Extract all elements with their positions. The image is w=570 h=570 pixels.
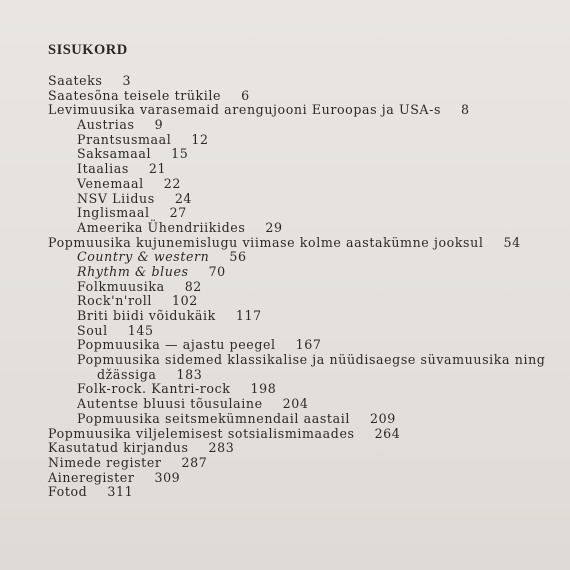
toc-entry-page: 15	[171, 146, 189, 162]
toc-entry-page: 27	[169, 205, 187, 221]
toc-entry-title: Ameerika Ühendriikides	[77, 219, 246, 235]
toc-entry-page: 70	[208, 263, 226, 279]
toc-entry-page: 167	[295, 337, 322, 353]
toc-entry	[0, 324, 570, 339]
toc-entry	[0, 103, 570, 118]
toc-entry-title: Levimuusika varasemaid arengujooni Euroopas ja USA-s	[48, 102, 442, 118]
toc-heading: SISUKORD	[48, 42, 128, 58]
toc-entry	[0, 353, 570, 368]
toc-entry-title: Aineregister	[48, 469, 135, 485]
toc-entry-page: 204	[282, 396, 309, 412]
toc-entry-title: Saksamaal	[77, 146, 152, 162]
toc-entry-page: 56	[229, 249, 247, 265]
toc-entry	[0, 133, 570, 148]
toc-entry	[0, 118, 570, 133]
toc-entry-page: 264	[374, 425, 401, 441]
toc-entry-page: 287	[181, 454, 208, 470]
toc-entry-title: džässiga	[97, 366, 157, 382]
toc-entry-title: Nimede register	[48, 454, 162, 470]
toc-entry-title: Venemaal	[77, 175, 144, 191]
toc-entry-page: 311	[107, 484, 134, 500]
toc-entry	[0, 265, 570, 280]
toc-entry	[0, 162, 570, 177]
toc-entry	[0, 280, 570, 295]
toc-entry	[0, 294, 570, 309]
toc-entry-title: Prantsusmaal	[77, 131, 172, 147]
toc-entry-title: Folkmuusika	[77, 278, 165, 294]
toc-entry	[0, 74, 570, 89]
toc-entry-title: NSV Liidus	[77, 190, 155, 206]
toc-entry-page: 102	[172, 293, 198, 309]
toc-entry	[0, 338, 570, 353]
toc-entry-page: 6	[241, 87, 250, 103]
toc-entry	[0, 412, 570, 427]
toc-entry-page: 183	[176, 366, 203, 382]
toc-entry	[0, 456, 570, 471]
toc-entry	[0, 250, 570, 265]
toc-entry-title: Popmuusika — ajastu peegel	[77, 337, 276, 353]
toc-entry-title: Fotod	[48, 484, 88, 500]
toc-entry	[0, 192, 570, 207]
toc-entry-page: 145	[127, 322, 154, 338]
toc-list	[0, 74, 570, 500]
toc-entry-page: 22	[163, 175, 181, 191]
toc-entry-title: Soul	[77, 322, 108, 338]
toc-entry-title: Folk-rock. Kantri-rock	[77, 381, 231, 397]
toc-entry	[0, 236, 570, 251]
toc-entry	[0, 147, 570, 162]
toc-entry-page: 309	[154, 469, 181, 485]
toc-entry-title: Rhythm & blues	[77, 263, 189, 279]
toc-entry-page: 209	[369, 410, 396, 426]
toc-entry-title: Popmuusika seitsmekümnendail aastail	[77, 410, 350, 426]
toc-entry-page: 29	[265, 219, 283, 235]
toc-entry	[0, 206, 570, 221]
toc-entry-title: Itaalias	[77, 161, 129, 177]
toc-entry-page: 3	[122, 73, 132, 88]
toc-entry-page: 82	[184, 278, 202, 294]
toc-entry	[0, 427, 570, 442]
toc-entry-title: Autentse bluusi tõusulaine	[77, 396, 263, 412]
toc-entry-title: Popmuusika viljelemisest sotsialismimaades	[48, 425, 355, 441]
toc-entry-page: 198	[250, 381, 277, 397]
toc-entry-page: 117	[235, 308, 262, 323]
toc-entry	[0, 382, 570, 397]
toc-entry-page: 8	[461, 102, 470, 118]
toc-entry	[0, 368, 570, 383]
toc-entry-page: 24	[174, 190, 193, 206]
toc-entry	[0, 397, 570, 412]
toc-entry-page: 9	[154, 117, 164, 133]
toc-entry-title: Popmuusika sidemed klassikalise ja nüüdisaegse süvamuusika ning	[77, 352, 546, 368]
toc-entry-page: 283	[208, 440, 235, 456]
toc-entry-title: Briti biidi võidukäik	[77, 308, 216, 323]
toc-entry	[0, 89, 570, 104]
toc-entry	[0, 177, 570, 192]
toc-entry-page: 12	[191, 131, 209, 147]
toc-entry	[0, 471, 570, 486]
toc-entry	[0, 485, 570, 500]
toc-entry-title: Austrias	[77, 117, 135, 133]
toc-entry	[0, 221, 570, 236]
toc-entry-page: 54	[503, 234, 521, 250]
toc-entry-title: Kasutatud kirjandus	[48, 440, 189, 456]
toc-entry-title: Saatesõna teisele trükile	[48, 87, 222, 103]
toc-entry-page: 21	[148, 161, 167, 177]
toc-entry-title: Inglismaal	[77, 205, 150, 221]
toc-entry-title: Country & western	[77, 249, 210, 265]
toc-entry	[0, 309, 570, 324]
toc-entry-title: Rock'n'roll	[77, 293, 153, 309]
toc-entry-title: Popmuusika kujunemislugu viimase kolme aastakümne jooksul	[48, 234, 484, 250]
toc-entry	[0, 441, 570, 456]
toc-entry-title: Saateks	[48, 73, 103, 88]
